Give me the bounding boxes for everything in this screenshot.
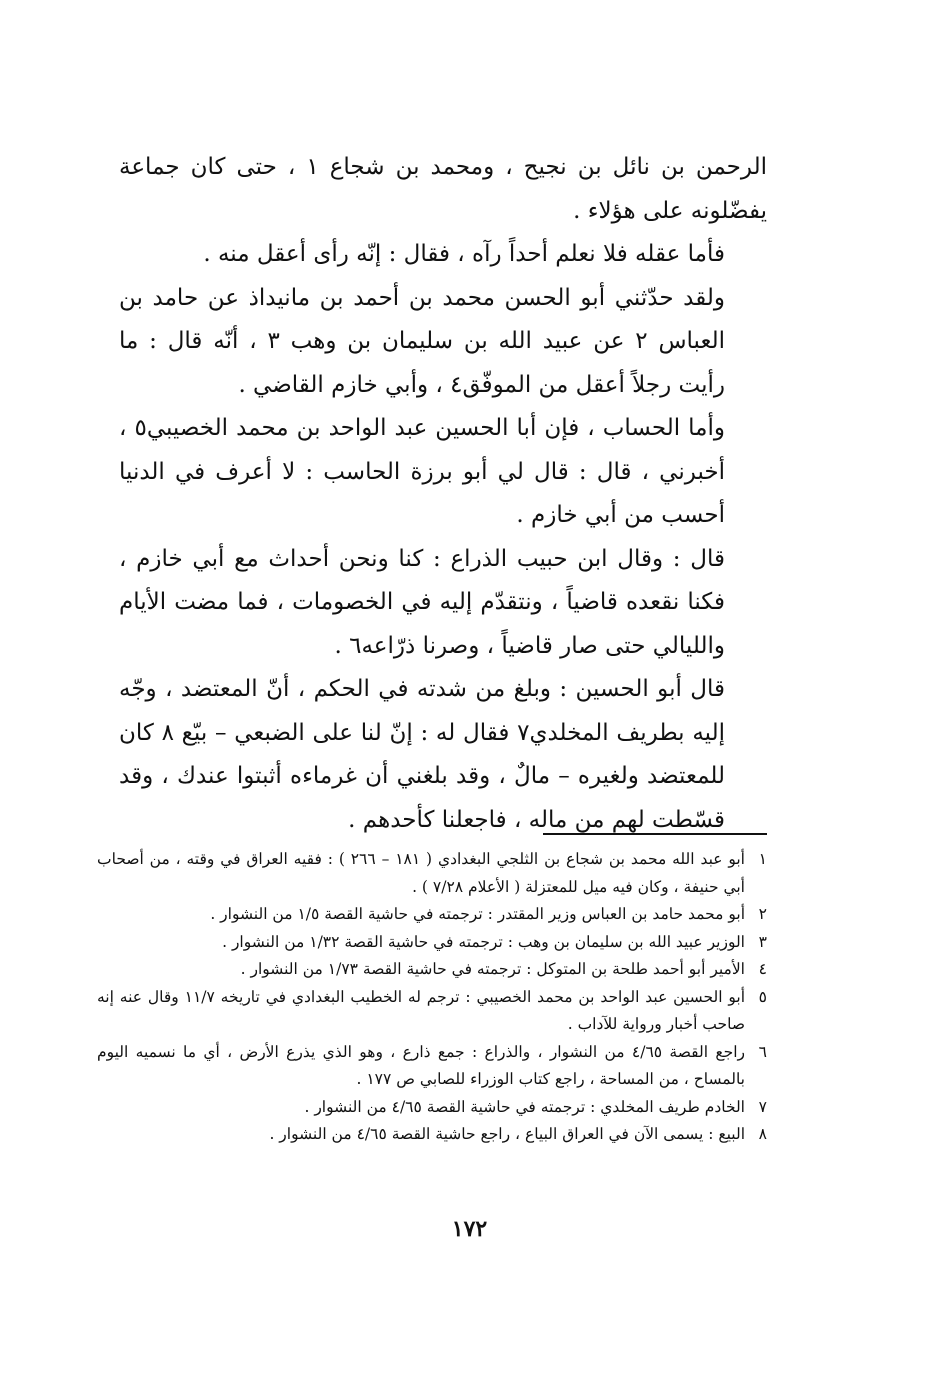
footnote-text: أبو الحسين عبد الواحد بن محمد الخصيبي : ترجم له الخطيب البغدادي في تاريخه ١١/٧ وقال عنه إنه صاحب أخبار ورواية للآداب . <box>97 987 746 1033</box>
footnote <box>97 846 767 901</box>
footnote-number: ١ <box>758 850 767 868</box>
footnote <box>97 956 767 984</box>
paragraph-1: الرحمن بن نائل بن نجيح ، ومحمد بن شجاع ١ ، حتى كان جماعة يفضّلونه على هؤلاء . <box>119 154 767 224</box>
footnote <box>97 1039 767 1094</box>
paragraph-2: فأما عقله فلا نعلم أحداً رآه ، فقال : إنّه رأى أعقل منه . <box>203 241 725 267</box>
footnote-number: ٥ <box>758 987 767 1006</box>
footnote <box>97 901 767 929</box>
footnotes <box>97 846 767 1149</box>
footnote <box>97 929 767 957</box>
footnote-number: ٨ <box>758 1125 767 1143</box>
footnote <box>97 1121 767 1149</box>
footnote-text: راجع القصة ٤/٦٥ من النشوار ، والذراع : جمع ذارع ، وهو الذي يذرع الأرض ، أي ما نسميه اليوم بالمساح ، من المساحة ، راجع كتاب الوزراء للصابي ص ١٧٧ . <box>97 1042 745 1088</box>
footnote-number: ٧ <box>758 1097 767 1116</box>
footnote-text: البيع : يسمى الآن في العراق البياع ، راجع حاشية القصة ٤/٦٥ من النشوار . <box>269 1125 745 1143</box>
footnote-separator <box>543 833 767 835</box>
page-number: ١٧٢ <box>451 1216 488 1242</box>
footnote <box>97 984 767 1039</box>
footnote-text: الأمير أبو أحمد طلحة بن المتوكل : ترجمته في حاشية القصة ١/٧٣ من النشوار . <box>240 960 745 978</box>
footnote-number: ٦ <box>758 1042 767 1061</box>
paragraph-5: قال : وقال ابن حبيب الذراع : كنا ونحن أحداث مع أبي خازم ، فكنا نقعده قاضياً ، ونتقدّم إليه في الخصومات ، فما مضت الأيام والليالي حتى صار قاضياً ، وصرنا ذرّاعه٦ . <box>119 545 725 659</box>
footnote <box>97 1094 767 1122</box>
paragraph-6: قال أبو الحسين : وبلغ من شدته في الحكم ، أنّ المعتضد ، وجّه إليه بطريف المخلدي٧ فقال له : إنّ لنا على الضبعي – بيّع ٨ كان للمعتضد ولغيره – مالٌ ، وقد بلغني أن غرماءه أثبتوا عندك ، وقد قسّطت لهم من ماله ، فاجعلنا كأحدهم . <box>119 676 725 833</box>
footnote-number: ٣ <box>758 932 767 951</box>
footnote-text: الوزير عبيد الله بن سليمان بن وهب : ترجمته في حاشية القصة ١/٣٢ من النشوار . <box>222 932 745 951</box>
footnote-text: الخادم طريف المخلدي : ترجمته في حاشية القصة ٤/٦٥ من النشوار . <box>304 1097 745 1116</box>
footnote-text: أبو عبد الله محمد بن شجاع بن الثلجي البغدادي ( ١٨١ – ٢٦٦ ) : فقيه العراق في وقته ، من أصحاب أبي حنيفة ، وكان فيه ميل للمعتزلة ( الأعلام ٧/٢٨ ) . <box>97 850 745 896</box>
footnote-number: ٢ <box>758 905 767 923</box>
footnote-text: أبو محمد حامد بن العباس وزير المقتدر : ترجمته في حاشية القصة ١/٥ من النشوار . <box>210 905 745 923</box>
paragraph-4: وأما الحساب ، فإن أبا الحسين عبد الواحد بن محمد الخصيبي٥ ، أخبرني ، قال : قال لي أبو برزة الحاسب : لا أعرف في الدنيا أحسب من أبي خازم . <box>119 415 725 528</box>
main-text <box>119 146 767 842</box>
paragraph-3: ولقد حدّثني أبو الحسن محمد بن أحمد بن مانيداذ عن حامد بن العباس ٢ عن عبيد الله بن سليمان بن وهب ٣ ، أنّه قال : ما رأيت رجلاً أعقل من الموفّق٤ ، وأبي خازم القاضي . <box>119 284 725 398</box>
footnote-number: ٤ <box>758 960 767 978</box>
